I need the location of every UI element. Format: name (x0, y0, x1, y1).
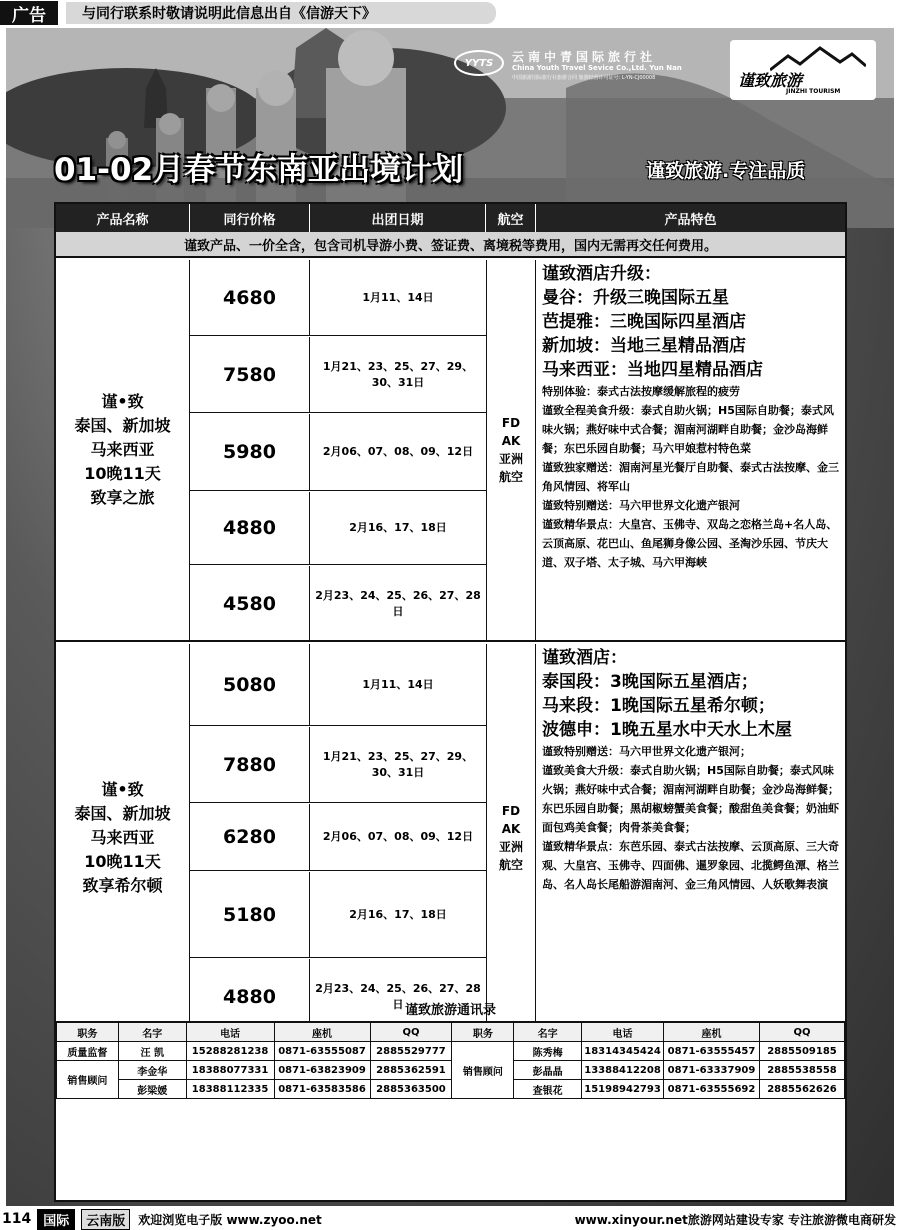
departure-dates: 1月21、23、25、27、29、30、31日 (322, 359, 474, 389)
price: 7580 (190, 337, 310, 412)
page-footer (0, 1208, 900, 1230)
ad-label: 广告 (0, 1, 58, 25)
agency-license: 中国旅游国际旅行社旅游合同 旅游经营许可证号: L-YN-CJ00008 (512, 75, 656, 81)
product-features (542, 646, 842, 1034)
header-airline: 航空 (486, 204, 536, 232)
footer-welcome: 欢迎浏览电子版 www.zyoo.net (138, 1212, 322, 1227)
header-price: 同行价格 (190, 204, 310, 232)
product-name-line: 谨•致 (101, 780, 144, 799)
header-product-name: 产品名称 (56, 204, 190, 232)
product-section-2 (56, 644, 845, 1034)
contact-name: 陈秀梅 (514, 1042, 582, 1061)
departure-dates: 1月21、23、25、27、29、30、31日 (322, 749, 474, 779)
feature-detail: 谨致精华景点：东芭乐园、泰式古法按摩、云顶高原、三大奇观、大皇宫、玉佛寺、四面佛、暹罗象园、北揽鳄鱼潭、格兰岛、名人岛长尾船游湄南河、金三角风情园、人妖歌舞表演 (542, 840, 839, 891)
contact-phone: 18314345424 (582, 1042, 664, 1061)
contact-landline: 0871-63555692 (664, 1080, 760, 1099)
hotel-feature: 谨致酒店： (542, 648, 627, 668)
itinerary-table (54, 202, 847, 1202)
contact-name: 彭梁媛 (118, 1080, 186, 1099)
contact-header: 电话 (186, 1023, 274, 1042)
edition-label: 云南版 (81, 1209, 130, 1230)
departure-dates: 2月23、24、25、26、27、28日 (315, 981, 481, 1011)
table-row (190, 804, 486, 871)
contact-name: 汪 凯 (118, 1042, 186, 1061)
departure-dates: 1月11、14日 (362, 677, 434, 691)
table-row (190, 566, 486, 642)
contact-landline: 0871-63337909 (664, 1061, 760, 1080)
contact-qq: 2885362591 (370, 1061, 452, 1080)
agency-logo-icon: YYTS (454, 50, 504, 76)
product-features (542, 262, 842, 642)
agency-name: 云南中青国际旅行社 (512, 50, 657, 64)
advert-poster (6, 28, 894, 1206)
agency-header (454, 46, 734, 90)
price-inclusion-notice: 谨致产品、一价全含，包含司机导游小费、签证费、离境税等费用，国内无需再交任何费用。 (56, 232, 845, 258)
table-row (190, 492, 486, 565)
price: 5980 (190, 414, 310, 490)
feature-detail: 谨致全程美食升级：泰式自助火锅；H5国际自助餐；泰式风味火锅；燕好味中式合餐；湄南河湖畔自助餐；金沙岛海鲜餐；东巴乐园自助餐；马六甲娘惹村特色菜 (542, 404, 834, 455)
contact-header: 职务 (57, 1023, 119, 1042)
price: 7880 (190, 727, 310, 802)
hotel-feature: 曼谷：升级三晚国际五星 (542, 288, 729, 308)
slogan: 谨致旅游.专注品质 (646, 160, 806, 182)
contact-header: 名字 (118, 1023, 186, 1042)
airline-line: 亚洲 (498, 452, 523, 466)
section-label: 国际 (37, 1209, 75, 1230)
contact-phone: 18388112335 (186, 1080, 274, 1099)
departure-dates: 1月11、14日 (362, 290, 434, 304)
airline (486, 260, 536, 640)
departure-dates: 2月16、17、18日 (349, 521, 447, 534)
contact-landline: 0871-63555457 (664, 1042, 760, 1061)
product-section-1 (56, 260, 845, 642)
product-name-line: 谨•致 (101, 392, 144, 411)
feature-detail: 谨致特别赠送：马六甲世界文化遗产银河； (542, 745, 751, 758)
header-features: 产品特色 (664, 212, 717, 228)
product-name-line: 泰国、新加坡 (74, 416, 171, 435)
contact-landline: 0871-63555087 (274, 1042, 370, 1061)
contact-table (56, 1022, 845, 1099)
product-name-line: 马来西亚 (90, 828, 155, 847)
hotel-feature: 芭提雅：三晚国际四星酒店 (542, 312, 746, 332)
hotel-feature: 新加坡：当地三星精品酒店 (542, 336, 746, 356)
contact-header: 座机 (274, 1023, 370, 1042)
feature-detail: 谨致美食大升级：泰式自助火锅；H5国际自助餐；泰式风味火锅；燕好味中式合餐；湄南河湖畔自助餐；金沙岛海鲜餐；东巴乐园自助餐；黑胡椒螃蟹美食餐；酸甜鱼美食餐；奶油虾面包鸡美食餐；肉骨茶美食餐； (542, 764, 839, 834)
contact-name: 查银花 (514, 1080, 582, 1099)
page-title: 01-02月春节东南亚出境计划 (54, 152, 464, 188)
contact-header: 名字 (514, 1023, 582, 1042)
brand-name-cn: 谨致旅游 (738, 71, 803, 90)
airline-line: FD (501, 804, 521, 818)
contact-name: 彭晶晶 (514, 1061, 582, 1080)
departure-dates: 2月06、07、08、09、12日 (322, 830, 474, 843)
contact-qq: 2885538558 (759, 1061, 844, 1080)
contact-role: 销售顾问 (57, 1061, 119, 1099)
header-dates: 出团日期 (310, 204, 486, 232)
price: 5080 (190, 644, 310, 725)
table-row (190, 727, 486, 803)
price: 4880 (190, 492, 310, 564)
product-name-line: 10晚11天 (84, 852, 161, 871)
contact-landline: 0871-63823909 (274, 1061, 370, 1080)
contact-landline: 0871-63583586 (274, 1080, 370, 1099)
product-name-line: 泰国、新加坡 (74, 804, 171, 823)
contact-header: 职务 (452, 1023, 514, 1042)
product-name-line: 致享之旅 (90, 488, 155, 507)
contact-phone: 15198942793 (582, 1080, 664, 1099)
page-number: 114 (2, 1211, 32, 1227)
airline-line: 亚洲 (498, 840, 523, 854)
contact-header-row (57, 1023, 845, 1042)
airline-line: 航空 (498, 470, 523, 484)
contact-header: 电话 (582, 1023, 664, 1042)
agency-name-en: China Youth Travel Sevice Co.,Ltd. Yun Nan (512, 64, 682, 72)
price: 5180 (190, 872, 310, 957)
price: 4580 (190, 566, 310, 642)
contact-header: QQ (759, 1023, 844, 1042)
airline-line: AK (501, 434, 521, 448)
hotel-feature: 波德申：1晚五星水中天水上木屋 (542, 720, 792, 740)
table-row (190, 337, 486, 413)
contact-row (57, 1080, 845, 1099)
hotel-feature: 谨致酒店升级： (542, 264, 661, 284)
departure-dates: 2月06、07、08、09、12日 (322, 445, 474, 458)
price: 4680 (190, 260, 310, 335)
feature-detail: 特别体验：泰式古法按摩缓解旅程的疲劳 (542, 385, 740, 398)
departure-dates: 2月16、17、18日 (349, 907, 447, 921)
contact-row (57, 1061, 845, 1080)
feature-detail: 谨致精华景点：大皇宫、玉佛寺、双岛之恋格兰岛+名人岛、云顶高原、花巴山、鱼尾狮身像公园、圣淘沙乐园、节庆大道、双子塔、太子城、马六甲海峡 (542, 518, 838, 569)
departure-dates: 2月23、24、25、26、27、28日 (315, 589, 481, 618)
brand-logo (730, 40, 876, 100)
hotel-feature: 马来段：1晚国际五星希尔顿； (542, 696, 775, 716)
product-name-line: 10晚11天 (84, 464, 161, 483)
table-header (56, 204, 845, 232)
contact-phone: 13388412208 (582, 1061, 664, 1080)
product-name (56, 644, 190, 1032)
contact-role: 销售顾问 (452, 1042, 514, 1099)
airline (486, 644, 536, 1032)
contact-qq: 2885509185 (759, 1042, 844, 1061)
hotel-feature: 泰国段：3晚国际五星酒店； (542, 672, 758, 692)
table-row (190, 260, 486, 336)
brand-name-en: JINZHI TOURISM (786, 88, 841, 95)
contact-header: QQ (370, 1023, 452, 1042)
product-name-line: 致享希尔顿 (82, 876, 163, 895)
contact-phone: 15288281238 (186, 1042, 274, 1061)
airline-line: AK (501, 822, 521, 836)
airline-line: FD (501, 416, 521, 430)
top-ad-bar (0, 0, 900, 26)
contact-role: 质量监督 (57, 1042, 119, 1061)
table-row (190, 872, 486, 958)
contact-qq: 2885529777 (370, 1042, 452, 1061)
feature-detail: 谨致独家赠送：湄南河星光餐厅自助餐、泰式古法按摩、金三角风情园、将军山 (542, 461, 839, 493)
product-name (56, 260, 190, 640)
table-row (190, 414, 486, 491)
table-row (190, 644, 486, 726)
hotel-feature: 马来西亚：当地四星精品酒店 (542, 360, 763, 380)
contact-phone: 18388077331 (186, 1061, 274, 1080)
source-notice: 与同行联系时敬请说明此信息出自《信游天下》 (66, 2, 496, 24)
feature-detail: 谨致特别赠送：马六甲世界文化遗产银河 (542, 499, 740, 512)
airline-line: 航空 (498, 858, 523, 872)
contact-row (57, 1042, 845, 1061)
footer-right-text: www.xinyour.net旅游网站建设专家 专注旅游微电商研发 (574, 1213, 896, 1227)
contact-header: 座机 (664, 1023, 760, 1042)
contact-name: 李金华 (118, 1061, 186, 1080)
contact-directory (56, 996, 845, 1099)
price: 6280 (190, 804, 310, 870)
price: 4880 (190, 959, 310, 1034)
contact-qq: 2885562626 (759, 1080, 844, 1099)
contact-directory-title: 谨致旅游通讯录 (56, 996, 845, 1022)
contact-qq: 2885363500 (370, 1080, 452, 1099)
product-name-line: 马来西亚 (90, 440, 155, 459)
